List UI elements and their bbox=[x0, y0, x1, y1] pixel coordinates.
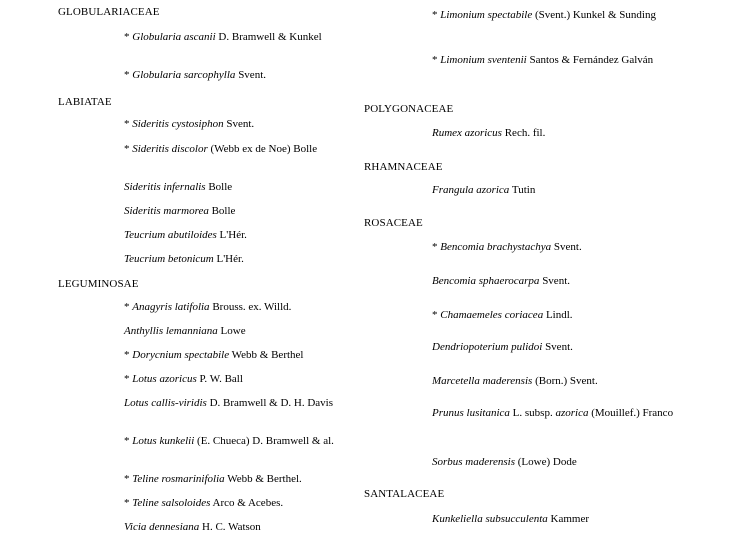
species-authority: Svent. bbox=[238, 69, 266, 81]
endemic-marker: * bbox=[124, 118, 130, 130]
species-entry bbox=[432, 512, 740, 526]
species-entry bbox=[432, 374, 740, 388]
species-entry bbox=[124, 142, 334, 156]
species-name: Bencomia brachystachya bbox=[440, 241, 552, 253]
species-name: Teline rosmarinifolia bbox=[132, 473, 225, 485]
species-authority: Webb & Berthel bbox=[231, 349, 304, 361]
endemic-marker: * bbox=[124, 69, 130, 81]
species-authority: Santos & Fernández Galván bbox=[529, 54, 654, 66]
species-authority: Rech. fil. bbox=[504, 127, 546, 139]
species-authority: P. W. Ball bbox=[199, 373, 243, 385]
species-name: Limonium sventenii bbox=[440, 54, 527, 66]
species-name: Globularia sarcophylla bbox=[132, 69, 236, 81]
family-heading: GLOBULARIACEAE bbox=[58, 6, 160, 18]
species-authority: (Webb ex de Noe) Bolle bbox=[210, 143, 318, 155]
species-authority: Svent. bbox=[542, 275, 570, 287]
family-heading: LABIATAE bbox=[58, 96, 112, 108]
species-name: Anagyris latifolia bbox=[132, 301, 210, 313]
species-authority: D. Bramwell & Kunkel bbox=[218, 31, 322, 43]
species-name: Vicia dennesiana bbox=[124, 521, 200, 533]
species-name: Rumex azoricus bbox=[432, 127, 502, 139]
species-name: Sorbus maderensis bbox=[432, 456, 516, 468]
species-authority: Webb & Berthel. bbox=[227, 473, 302, 485]
species-name: Dorycnium spectabile bbox=[132, 349, 230, 361]
species-authority: Bolle bbox=[208, 181, 233, 193]
endemic-marker: * bbox=[124, 473, 130, 485]
endemic-marker: * bbox=[124, 435, 130, 447]
species-entry bbox=[432, 126, 740, 140]
species-entry bbox=[432, 455, 740, 469]
endemic-marker: * bbox=[432, 241, 438, 253]
family-heading: RHAMNACEAE bbox=[364, 161, 443, 173]
species-authority: L. subsp. azorica (Mouillef.) Franco bbox=[512, 407, 674, 419]
species-entry bbox=[124, 180, 334, 194]
species-name: Marcetella maderensis bbox=[432, 375, 533, 387]
family-heading: POLYGONACEAE bbox=[364, 103, 454, 115]
species-entry bbox=[124, 348, 334, 362]
endemic-marker: * bbox=[432, 9, 438, 21]
species-authority: Svent. bbox=[553, 241, 582, 253]
species-authority: Arco & Acebes. bbox=[212, 497, 284, 509]
species-entry bbox=[124, 30, 334, 44]
species-entry bbox=[124, 472, 334, 486]
species-entry bbox=[124, 252, 334, 266]
species-entry bbox=[432, 53, 740, 67]
species-name: Lotus kunkelii bbox=[132, 435, 195, 447]
endemic-marker: * bbox=[124, 497, 130, 509]
endemic-marker: * bbox=[432, 54, 438, 66]
species-entry bbox=[124, 228, 334, 242]
species-entry bbox=[124, 496, 334, 510]
family-heading: ROSACEAE bbox=[364, 217, 423, 229]
species-authority: (Born.) Svent. bbox=[535, 375, 598, 387]
species-authority: L'Hér. bbox=[219, 229, 247, 241]
species-entry bbox=[432, 8, 740, 22]
species-authority: (Lowe) Dode bbox=[517, 456, 577, 468]
endemic-marker: * bbox=[124, 31, 130, 43]
family-heading: SANTALACEAE bbox=[364, 488, 445, 500]
species-authority: (Svent.) Kunkel & Sunding bbox=[534, 9, 656, 21]
species-name: Globularia ascanii bbox=[132, 31, 216, 43]
species-name: Chamaemeles coriacea bbox=[440, 309, 544, 321]
species-entry bbox=[124, 300, 334, 314]
species-entry bbox=[124, 520, 334, 534]
species-entry bbox=[432, 274, 740, 288]
species-name: Kunkeliella subsucculenta bbox=[432, 513, 548, 525]
species-entry bbox=[432, 183, 740, 197]
species-name: Lotus callis-viridis bbox=[124, 397, 207, 409]
species-authority: Brouss. ex. Willd. bbox=[212, 301, 292, 313]
species-entry bbox=[432, 406, 740, 420]
species-name: Lotus azoricus bbox=[132, 373, 197, 385]
endemic-marker: * bbox=[124, 349, 130, 361]
species-authority: Tutin bbox=[511, 184, 536, 196]
species-entry bbox=[432, 340, 740, 354]
species-name: Limonium spectabile bbox=[440, 9, 533, 21]
species-name: Sideritis marmorea bbox=[124, 205, 209, 217]
endemic-marker: * bbox=[124, 143, 130, 155]
species-entry bbox=[124, 204, 334, 218]
endemic-marker: * bbox=[124, 373, 130, 385]
species-entry bbox=[124, 324, 334, 338]
species-authority: Svent. bbox=[226, 118, 255, 130]
family-heading: LEGUMINOSAE bbox=[58, 278, 139, 290]
species-authority: (E. Chueca) D. Bramwell & al. bbox=[197, 435, 334, 447]
species-name: Sideritis cystosiphon bbox=[132, 118, 224, 130]
species-name: Teucrium betonicum bbox=[124, 253, 214, 265]
species-name: Bencomia sphaerocarpa bbox=[432, 275, 540, 287]
species-entry bbox=[124, 434, 334, 448]
species-entry bbox=[432, 308, 740, 322]
species-authority: Bolle bbox=[211, 205, 236, 217]
species-name: Sideritis discolor bbox=[132, 143, 208, 155]
endemic-marker: * bbox=[124, 301, 130, 313]
species-authority: Lindl. bbox=[545, 309, 573, 321]
species-name: Dendriopoterium pulidoi bbox=[432, 341, 543, 353]
endemic-marker: * bbox=[432, 309, 438, 321]
species-authority: D. Bramwell & D. H. Davis bbox=[209, 397, 333, 409]
species-entry bbox=[124, 117, 334, 131]
species-name: Prunus lusitanica bbox=[432, 407, 510, 419]
species-name: Sideritis infernalis bbox=[124, 181, 206, 193]
species-entry bbox=[124, 396, 334, 410]
species-entry bbox=[124, 372, 334, 386]
species-name: Teline salsoloides bbox=[132, 497, 211, 509]
species-name: Anthyllis lemanniana bbox=[124, 325, 218, 337]
species-authority: H. C. Watson bbox=[202, 521, 261, 533]
species-authority: L'Hér. bbox=[216, 253, 244, 265]
species-authority: Kammer bbox=[550, 513, 590, 525]
species-name: Frangula azorica bbox=[432, 184, 510, 196]
species-name: Teucrium abutiloides bbox=[124, 229, 217, 241]
species-entry bbox=[124, 68, 334, 82]
species-authority: Svent. bbox=[545, 341, 573, 353]
species-authority: Lowe bbox=[220, 325, 246, 337]
species-entry bbox=[432, 240, 740, 254]
